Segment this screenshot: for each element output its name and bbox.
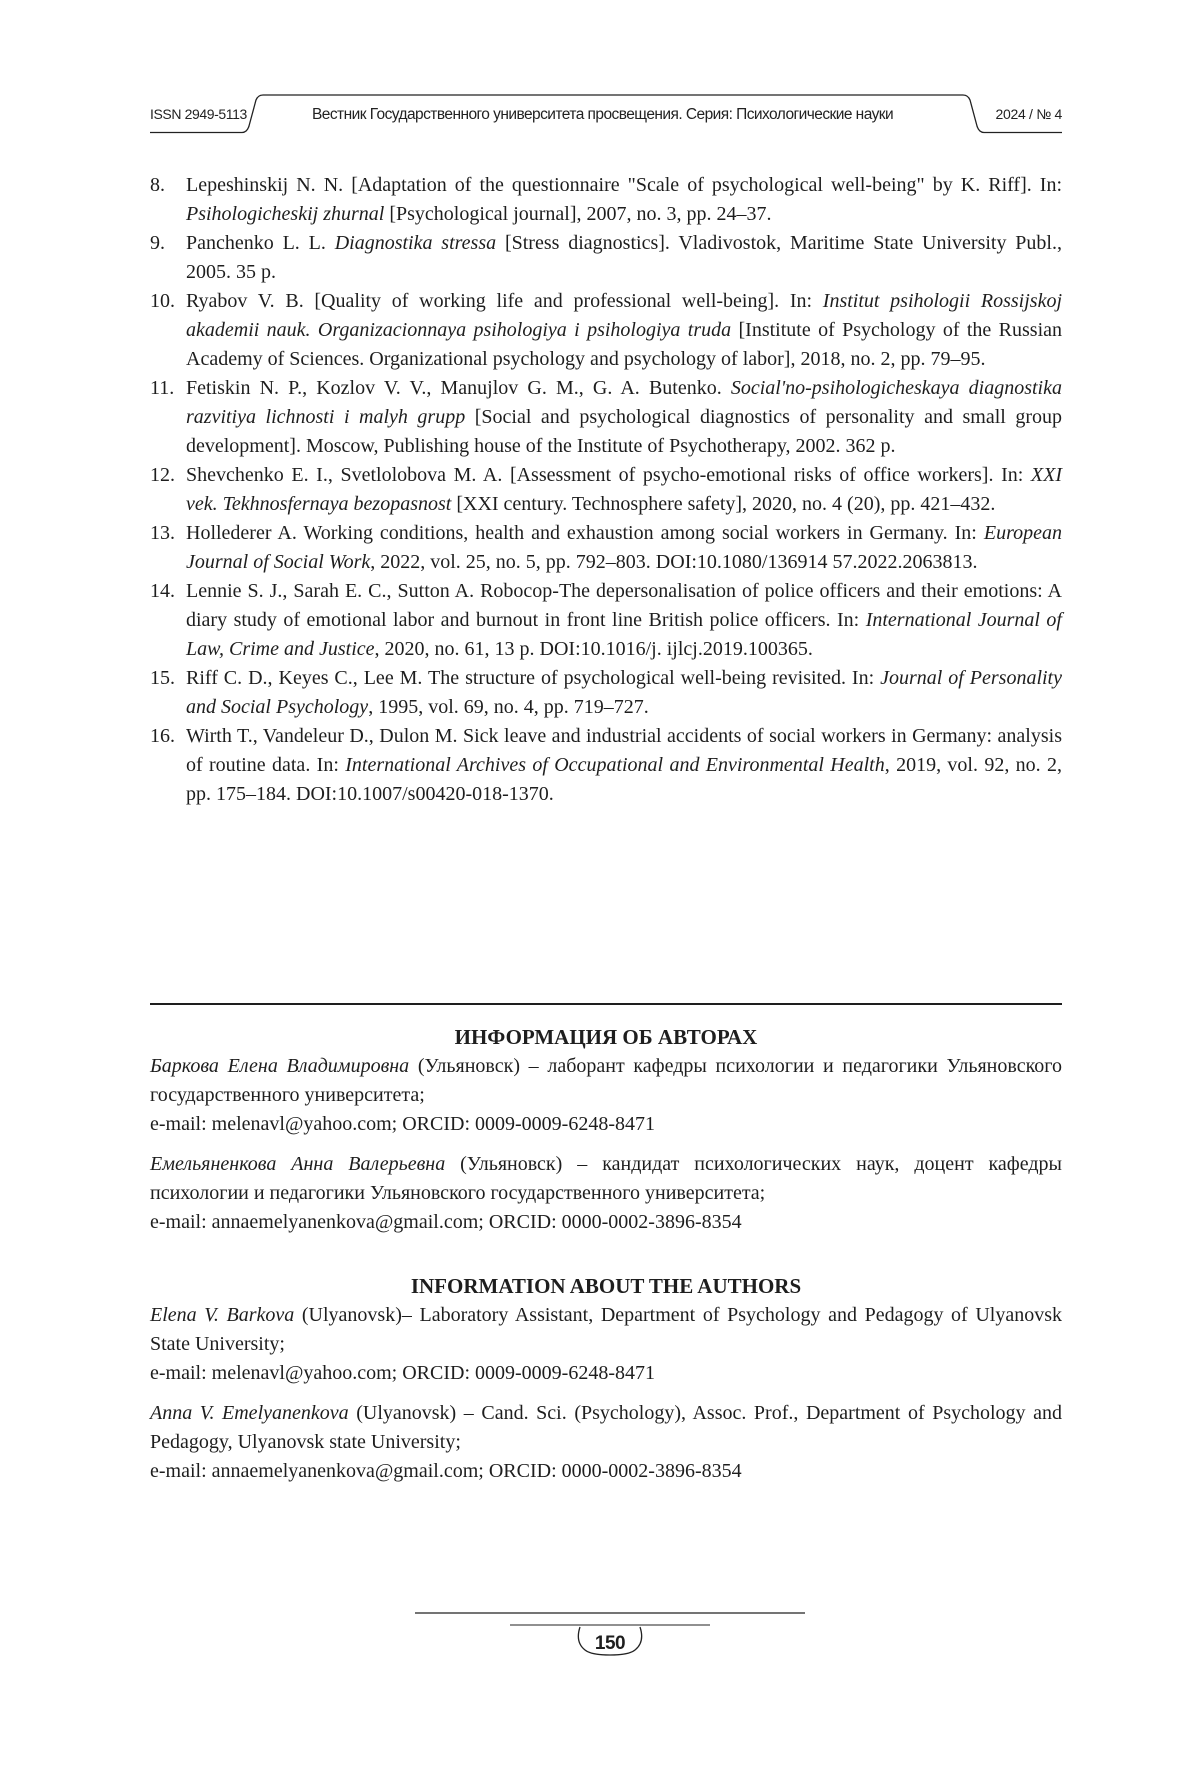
reference-number: 13. (150, 522, 175, 544)
author-contact: e-mail: melenavl@yahoo.com; ORCID: 0009-0009-6248-8471 (150, 1113, 655, 1135)
reference-text: Wirth T., Vandeleur D., Dulon M. Sick leave and industrial accidents of social workers in Germany: analysis of routine data. In: (186, 725, 1062, 776)
reference-text: Hollederer A. Working conditions, health and exhaustion among social workers in Germany. In: (186, 522, 984, 544)
author-description: (Ulyanovsk) – Cand. Sci. (Psychology), Assoc. Prof., Department of Psychology and Pedagogy, Ulyanovsk state University; (150, 1402, 1063, 1453)
reference-text: , 2020, no. 61, 13 p. DOI:10.1016/j. ijlcj.2019.100365. (374, 638, 813, 660)
author-contact: e-mail: annaemelyanenkova@gmail.com; ORCID: 0000-0002-3896-8354 (150, 1460, 742, 1482)
reference-number: 9. (150, 232, 165, 254)
reference-text: [Psychological journal], 2007, no. 3, pp. 24–37. (384, 203, 772, 225)
reference-item (150, 519, 1062, 577)
reference-source-title: European Journal of Social Work (186, 522, 1062, 573)
reference-text: Lepeshinskij N. N. [Adaptation of the questionnaire "Scale of psychological well-being" by K. Riff]. In: (186, 174, 1062, 196)
reference-number: 12. (150, 464, 175, 486)
page-footer (415, 1610, 805, 1670)
reference-item (150, 374, 1062, 461)
reference-item (150, 171, 1062, 229)
reference-source-title: Journal of Personality and Social Psychology (186, 667, 1062, 718)
page-number: 150 (594, 1633, 626, 1654)
section-heading: INFORMATION ABOUT THE AUTHORS (410, 1274, 802, 1298)
author-description: (Ульяновск) – лаборант кафедры психологии и педагогики Ульяновского государственного университета; (150, 1055, 1062, 1106)
author-name: Anna V. Emelyanenkova (150, 1402, 349, 1424)
reference-number: 14. (150, 580, 175, 602)
reference-text: Ryabov V. B. [Quality of working life and professional well-being]. In: (186, 290, 823, 312)
reference-text: Riff C. D., Keyes C., Lee M. The structure of psychological well-being revisited. In: (186, 667, 881, 689)
section-divider (150, 1003, 1062, 1005)
author-contact: e-mail: melenavl@yahoo.com; ORCID: 0009-0009-6248-8471 (150, 1362, 655, 1384)
reference-text: , 2019, vol. 92, no. 2, pp. 175–184. DOI:10.1007/s00420-018-1370. (186, 754, 1063, 805)
reference-source-title: International Journal of Law, Crime and Justice (186, 609, 1062, 660)
author-description: (Ulyanovsk)– Laboratory Assistant, Department of Psychology and Pedagogy of Ulyanovsk State University; (150, 1304, 1062, 1355)
author-name: Elena V. Barkova (150, 1304, 295, 1326)
reference-text: , 1995, vol. 69, no. 4, pp. 719–727. (368, 696, 649, 718)
authors-info-en (150, 1272, 1062, 1486)
section-heading: ИНФОРМАЦИЯ ОБ АВТОРАХ (454, 1025, 758, 1049)
reference-text: Lennie S. J., Sarah E. C., Sutton A. Robocop-The depersonalisation of police officers and their emotions: A diary study of emotional labor and burnout in front line British police officers. In: (186, 580, 1062, 631)
reference-text: Panchenko L. L. (186, 232, 335, 254)
reference-text: Fetiskin N. P., Kozlov V. V., Manujlov G. M., G. A. Butenko. (186, 377, 731, 399)
author-name: Баркова Елена Владимировна (150, 1055, 410, 1077)
reference-text: , 2022, vol. 25, no. 5, pp. 792–803. DOI:10.1080/136914 57.2022.2063813. (370, 551, 978, 573)
reference-text: [Stress diagnostics]. Vladivostok, Maritime State University Publ., 2005. 35 p. (186, 232, 1062, 283)
reference-number: 16. (150, 725, 175, 747)
reference-item (150, 722, 1062, 809)
running-header (150, 92, 1062, 138)
author-entry (150, 1399, 1062, 1486)
author-name: Емельяненкова Анна Валерьевна (150, 1153, 446, 1175)
author-description: (Ульяновск) – кандидат психологических наук, доцент кафедры психологии и педагогики Ульяновского государственного университета; (150, 1153, 1062, 1204)
reference-source-title: Psihologicheskij zhurnal (186, 203, 385, 225)
reference-text: [XXI century. Technosphere safety], 2020, no. 4 (20), pp. 421–432. (451, 493, 996, 515)
issn-label: ISSN 2949-5113 (150, 106, 247, 122)
reference-text: [Institute of Psychology of the Russian Academy of Sciences. Organizational psychology and psychology of labor], 2018, no. 2, pp. 79–95. (186, 319, 1063, 370)
reference-number: 10. (150, 290, 175, 312)
reference-source-title: International Archives of Occupational and Environmental Health (345, 754, 885, 776)
author-entry (150, 1301, 1062, 1388)
reference-item (150, 664, 1062, 722)
reference-text: Shevchenko E. I., Svetlolobova M. A. [Assessment of psycho-emotional risks of office workers]. In: (186, 464, 1031, 486)
author-entry (150, 1150, 1062, 1237)
reference-text: [Social and psychological diagnostics of personality and small group development]. Moscow, Publishing house of the Institute of Psychotherapy, 2002. 362 p. (186, 406, 1062, 457)
reference-item (150, 577, 1062, 664)
reference-list (150, 171, 1062, 809)
authors-info-ru (150, 1023, 1062, 1237)
reference-item (150, 229, 1062, 287)
journal-title: Вестник Государственного университета просвещения. Серия: Психологические науки (312, 106, 894, 123)
author-contact: e-mail: annaemelyanenkova@gmail.com; ORCID: 0000-0002-3896-8354 (150, 1211, 742, 1233)
reference-source-title: Institut psihologii Rossijskoj akademii nauk. Organizacionnaya psihologiya i psihologiya truda (186, 290, 1063, 341)
reference-number: 8. (150, 174, 165, 196)
reference-item (150, 287, 1062, 374)
reference-source-title: Diagnostika stressa (334, 232, 497, 254)
reference-source-title: Social'no-psihologicheskaya diagnostika razvitiya lichnosti i malyh grupp (186, 377, 1062, 428)
author-entry (150, 1052, 1062, 1139)
reference-number: 15. (150, 667, 175, 689)
reference-number: 11. (150, 377, 175, 399)
issue-label: 2024 / № 4 (995, 106, 1062, 122)
reference-item (150, 461, 1062, 519)
reference-source-title: XXI vek. Tekhnosfernaya bezopasnost (186, 464, 1062, 515)
